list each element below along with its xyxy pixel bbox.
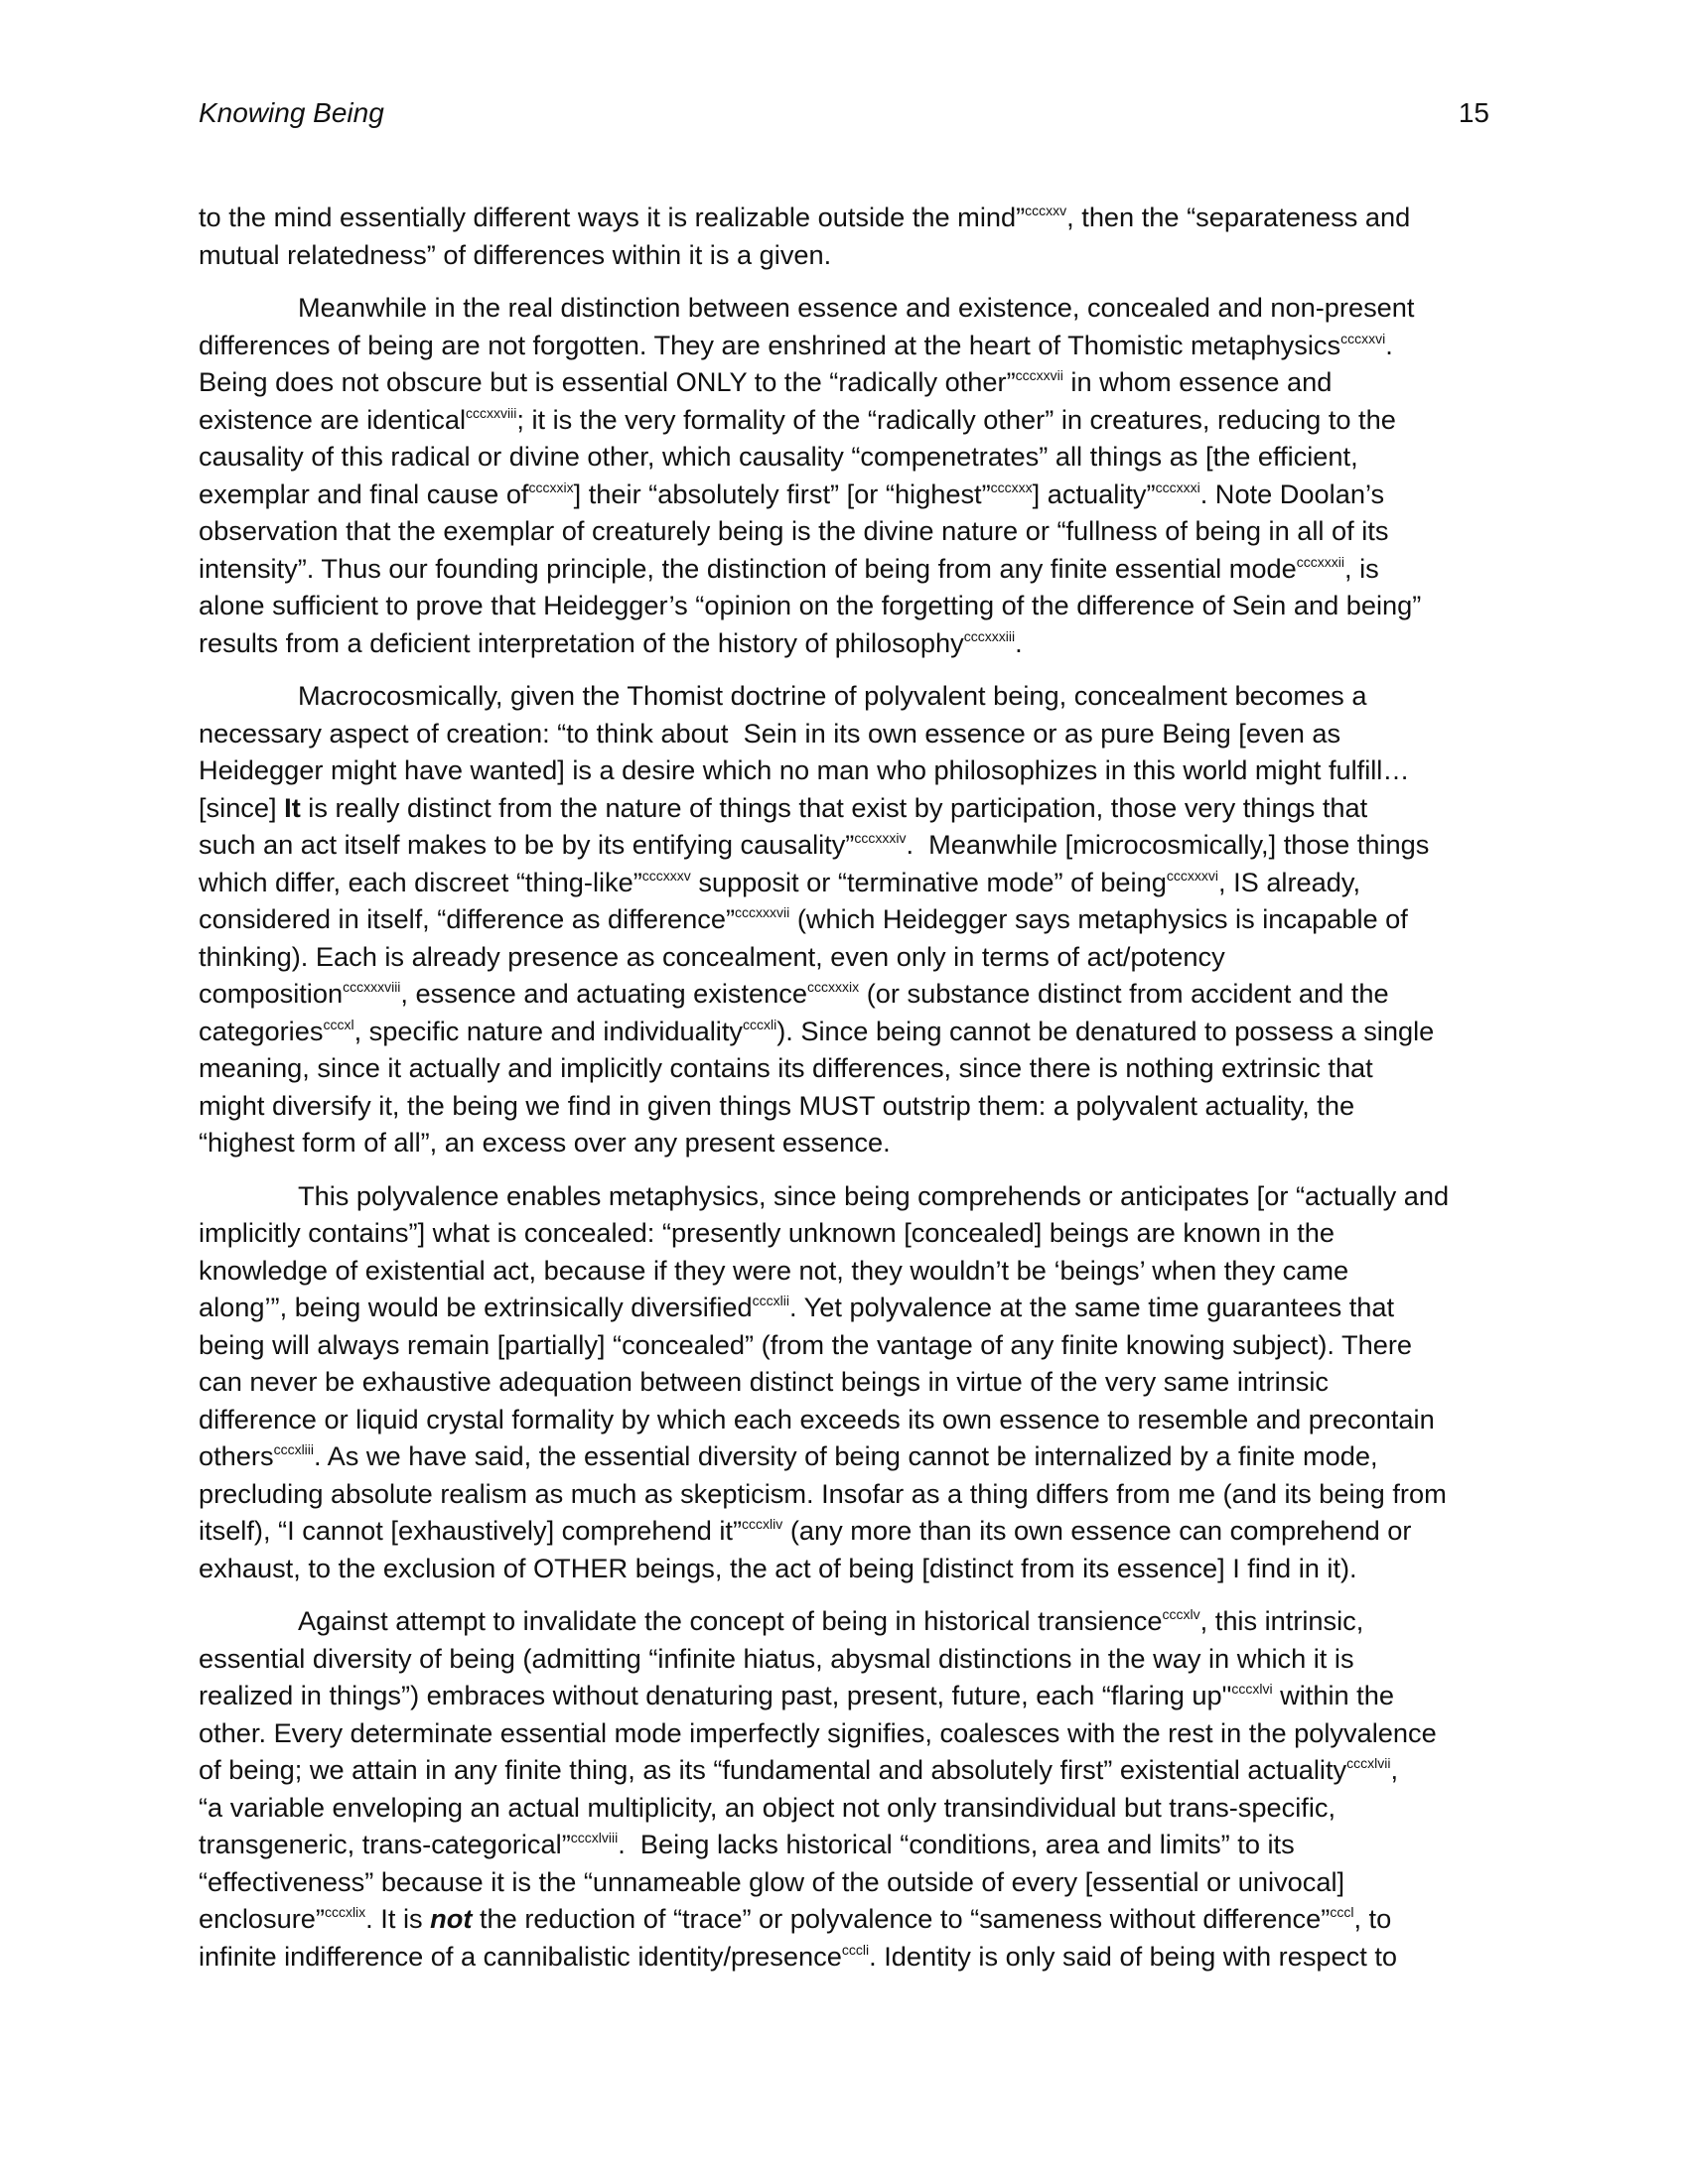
endnote-marker[interactable]: cccxxxv [641,867,691,884]
endnote-marker[interactable]: cccl [1330,1904,1354,1920]
text-line: categories$^{cccxl}$, specific nature and individuality$^{cccxli}$). Since being cannot be denatured to possess a single [199,1015,1435,1046]
text-line: composition$^{cccxxxviii}$, essence and actuating existence$^{cccxxxix}$ (or substance distinct from accident and the [199,978,1389,1009]
text-line: can never be exhaustive adequation between distinct beings in virtue of the very same intrinsic [199,1366,1329,1397]
text-line: exhaust, to the exclusion of OTHER beings, the act of being [distinct from its essence] I find in it). [199,1552,1357,1583]
text-line: Being does not obscure but is essential ONLY to the “radically other”$^{cccxxvii}$ in whom essence and [199,366,1333,397]
text-line: of being; we attain in any finite thing, as its “fundamental and absolutely first” existential actuality$^{cccxlvii}$, [199,1754,1399,1785]
bold-text: It [284,791,301,823]
endnote-marker[interactable]: cccxliv [742,1516,783,1532]
endnote-marker[interactable]: cccxxxvii [735,904,790,920]
text-line: Heidegger might have wanted] is a desire which no man who philosophizes in this world might fulfill… [199,754,1410,785]
text-line: knowledge of existential act, because if they were not, they wouldn’t be ‘beings’ when they came [199,1254,1349,1286]
endnote-marker[interactable]: cccxlix [324,1904,366,1920]
document-body [199,199,1489,1990]
endnote-marker[interactable]: cccxxxiv [854,830,907,846]
text-line: others$^{cccxliii}$. As we have said, the essential diversity of being cannot be internalized by a finite mode, [199,1440,1378,1471]
endnote-marker[interactable]: cccxxxii [1296,553,1344,570]
text-line: results from a deficient interpretation of the history of philosophy$^{cccxxxiii}$. [199,626,1023,658]
text-line: to the mind essentially different ways it is realizable outside the mind”$^{cccxxv}$, then the “separateness and [199,202,1411,232]
text-line: other. Every determinate essential mode imperfectly signifies, coalesces with the rest in the polyvalence [199,1716,1437,1748]
text-line: itself), “I cannot [exhaustively] comprehend it”$^{cccxliv}$ (any more than its own essence can comprehend or [199,1515,1412,1546]
text-line: enclosure”$^{cccxlix}$. It is not the reduction of “trace” or polyvalence to “sameness without difference”$^{cccl}$, to [199,1903,1392,1934]
text-line: along’”, being would be extrinsically diversified$^{cccxlii}$. Yet polyvalence at the same time guarantees that [199,1292,1395,1322]
text-line: [since] It is really distinct from the nature of things that exist by participation, those very things that [199,791,1368,823]
endnote-marker[interactable]: cccxlviii [570,1830,619,1845]
endnote-marker[interactable]: cccxxvi [1340,330,1386,346]
text-line: This polyvalence enables metaphysics, since being comprehends or anticipates [or “actually and [298,1179,1450,1211]
text-line: transgeneric, trans-categorical”$^{cccxlviii}$. Being lacks historical “conditions, area and limits” to its [199,1829,1295,1859]
text-line: Macrocosmically, given the Thomist doctrine of polyvalent being, concealment becomes a [298,680,1367,711]
text-line: thinking). Each is already presence as concealment, even only in terms of act/potency [199,940,1225,972]
text-line: differences of being are not forgotten. They are enshrined at the heart of Thomistic metaphysics$^{cccxxvi}$. [199,329,1393,360]
endnote-marker[interactable]: cccxli [742,1016,777,1032]
text-line: alone sufficient to prove that Heidegger’s “opinion on the forgetting of the difference of Sein and being” [199,590,1422,620]
text-line: exemplar and final cause $of^{cccxxix}$] their “absolutely first” [or “highest”$^{cccxxx}$] actuality”$^{cccxxxi}$. Note Doolan’s [199,478,1385,509]
paragraph [199,1602,1489,1975]
text-line: essential diversity of being (admitting “infinite hiatus, abysmal distinctions in the way in which it is [199,1642,1354,1674]
text-line: causality of this radical or divine other, which causality “compenetrates” all things as [the efficient, [199,441,1358,472]
endnote-marker[interactable]: cccxxxviii [343,979,401,995]
endnote-marker[interactable]: cccxxvii [1015,367,1063,383]
endnote-marker[interactable]: cccxlii [752,1293,789,1308]
endnote-marker[interactable]: cccxxxiii [963,627,1016,644]
text-line: “highest form of all”, an excess over any present essence. [199,1127,891,1158]
text-line: Meanwhile in the real distinction between essence and existence, concealed and non-present [298,292,1415,323]
endnote-marker[interactable]: cccli [841,1941,870,1958]
endnote-marker[interactable]: cccxxxix [807,979,860,995]
paragraph [199,289,1489,661]
text-line: infinite indifference of a cannibalistic identity/presence$^{cccli}$. Identity is only said of being with respect to [199,1940,1398,1972]
text-line: considered in itself, “difference as difference”$^{cccxxxvii}$ (which Heidegger says metaphysics is incapable of [199,903,1408,934]
endnote-marker[interactable]: cccxxxvi [1166,867,1218,884]
endnote-marker[interactable]: cccxxx [990,478,1033,495]
paragraph [199,199,1489,273]
text-line: observation that the exemplar of creaturely being is the divine nature or “fullness of being in all of its [199,515,1389,546]
endnote-marker[interactable]: cccxxix [528,478,574,495]
text-line: being will always remain [partially] “concealed” (from the vantage of any finite knowing subject). There [199,1328,1413,1360]
text-line: “effectiveness” because it is the “unnameable glow of the outside of every [essential or univocal] [199,1865,1345,1897]
endnote-marker[interactable]: cccxlv [1162,1606,1200,1622]
text-line: intensity”. Thus our founding principle, the distinction of being from any finite essential mode$^{cccxxxii}$, is [199,552,1379,584]
text-line: such an act itself makes to be by its entifying causality”$^{cccxxxiv}$. Meanwhile [microcosmically,] those things [199,829,1430,860]
text-line: implicitly contains”] what is concealed: “presently unknown [concealed] beings are known in the [199,1217,1335,1248]
text-line: realized in things”) embraces without denaturing past, present, future, each “flaring up"$^{cccxlvi}$ within the [199,1680,1394,1710]
paragraph [199,1177,1489,1587]
endnote-marker[interactable]: cccxlvi [1231,1681,1273,1697]
endnote-marker[interactable]: cccxl [323,1016,354,1032]
text-line: “a variable enveloping an actual multiplicity, an object not only transindividual but trans-specific, [199,1791,1336,1823]
running-header [199,97,1489,137]
page-number: 15 [1458,97,1489,128]
text-line: difference or liquid crystal formality by which each exceeds its own essence to resemble and precontain [199,1403,1435,1434]
paragraph [199,677,1489,1161]
endnote-marker[interactable]: cccxlvii [1346,1755,1391,1771]
text-line: existence are identical$^{cccxxviii}$; it is the very formality of the “radically other” in creatures, reducing to the [199,403,1396,435]
text-line: necessary aspect of creation: “to think about Sein in its own essence or as pure Being [even as [199,717,1341,749]
endnote-marker[interactable]: cccxxxi [1155,478,1200,495]
text-line: meaning, since it actually and implicitly contains its differences, since there is nothing extrinsic that [199,1052,1373,1083]
endnote-marker[interactable]: cccxxviii [466,404,517,421]
endnote-marker[interactable]: cccxliii [273,1441,315,1457]
text-line: which differ, each discreet “thing-like”$^{cccxxxv}$ supposit or “terminative mode” of being$^{cccxxxvi}$, IS already, [199,866,1361,897]
text-line: Against attempt to invalidate the concept of being in historical transience$^{cccxlv}$, this intrinsic, [298,1605,1364,1636]
bold-italic-text: not [430,1903,473,1934]
text-line: might diversify it, the being we find in given things MUST outstrip them: a polyvalent actuality, the [199,1089,1355,1121]
text-line: precluding absolute realism as much as skepticism. Insofar as a thing differs from me (and its being from [199,1477,1447,1509]
text-line: mutual relatedness” of differences within it is a given. [199,238,832,270]
running-title: Knowing Being [199,97,384,128]
endnote-marker[interactable]: cccxxv [1025,203,1067,218]
